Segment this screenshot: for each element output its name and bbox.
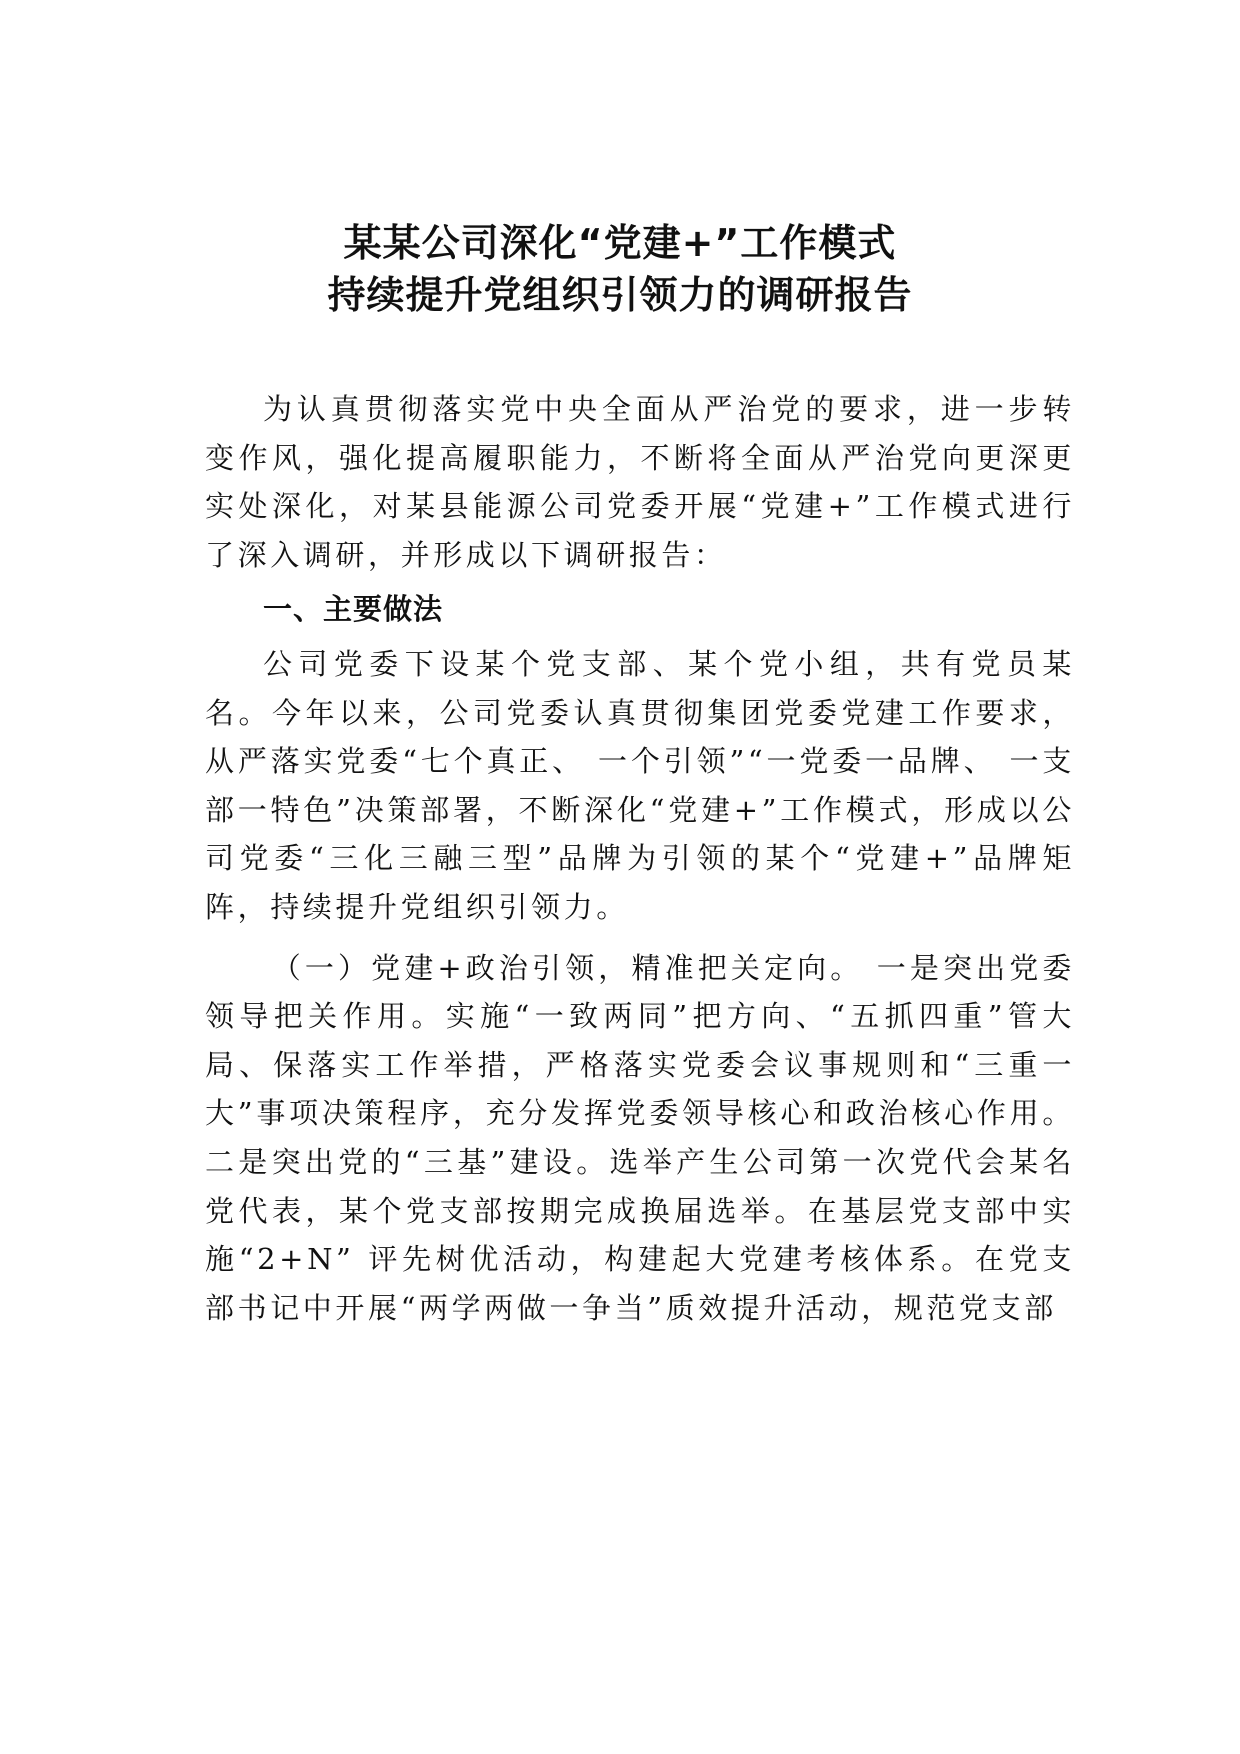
document-title-line-1: 某某公司深化“党建+”工作模式 [343, 221, 897, 265]
document-title-line-2: 持续提升党组织引领力的调研报告 [327, 273, 913, 317]
section-heading-main-practices: 一、主要做法 [263, 592, 444, 627]
subsection-paragraph-political-guidance: （一）党建+政治引领，精准把关定向。 一是突出党委领导把关作用。实施“一致两同”把方向、“五抓四重”管大局、保落实工作举措，严格落实党委会议事规则和“三重一大”事项决策程序，充分发挥党委领导核心和政治核心作用。二是突出党的“三基”建设。选举产生公司第一次党代会某名党代表，某个党支部按期完成换届选举。在基层党支部中实施“2+N” 评先树优活动，构建起大党建考核体系。在党支部书记中开展“两学两做一争当”质效提升活动，规范党支部 [205, 950, 1075, 1325]
section-paragraph: 公司党委下设某个党支部、某个党小组，共有党员某名。今年以来，公司党委认真贯彻集团党委党建工作要求，从严落实党委“七个真正、 一个引领”“一党委一品牌、 一支部一特色”决策部署，不断深化“党建+”工作模式，形成以公司党委“三化三融三型”品牌为引领的某个“党建+”品牌矩阵，持续提升党组织引领力。 [205, 646, 1075, 924]
document-body [205, 385, 1075, 1332]
intro-paragraph: 为认真贯彻落实党中央全面从严治党的要求，进一步转变作风，强化提高履职能力，不断将全面从严治党向更深更实处深化，对某县能源公司党委开展“党建+”工作模式进行了深入调研，并形成以下调研报告： [205, 392, 1075, 572]
